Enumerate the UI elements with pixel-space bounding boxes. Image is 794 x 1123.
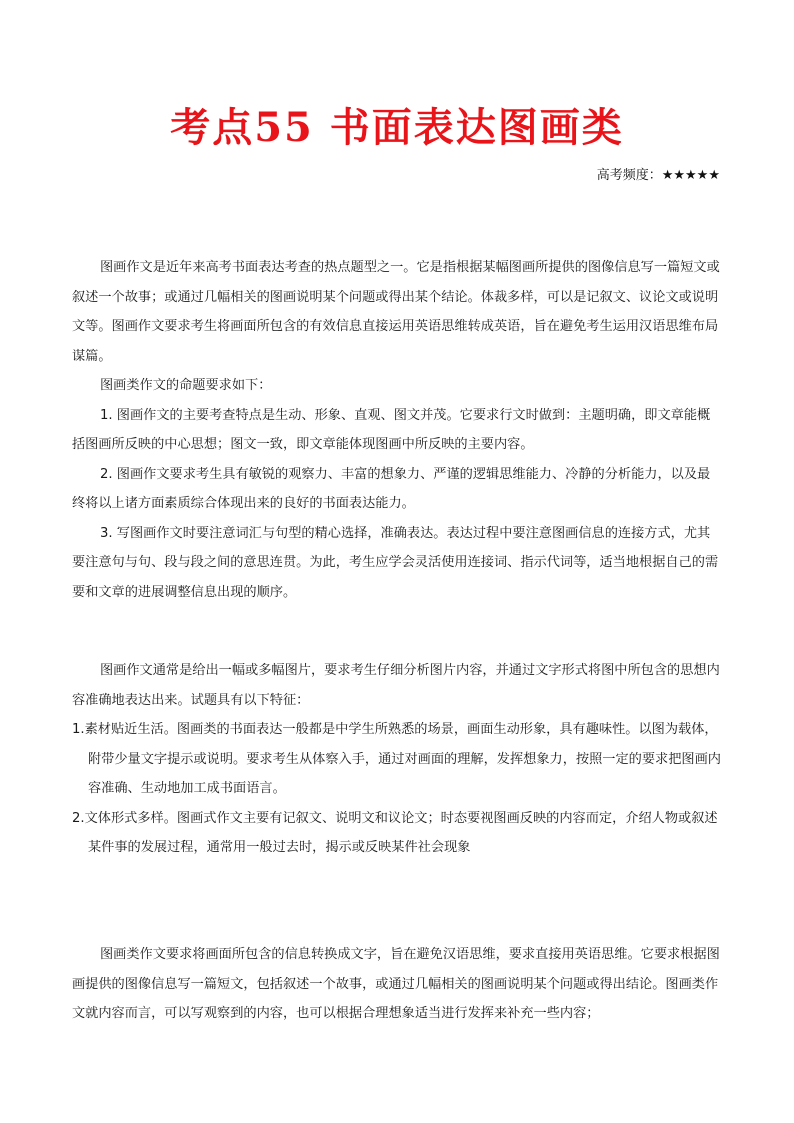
paragraph-requirements-heading: 图画类作文的命题要求如下： [100, 378, 272, 393]
page-title: 考点55 书面表达图画类 [170, 104, 624, 151]
list-item: 1.素材贴近生活。图画类的书面表达一般都是中学生所熟悉的场景，画面生动形象，具有趣味性。以图为载体，附带少量文字提示或说明。要求考生从体察入手，通过对画面的理解，发挥想象力，按照一定的要求把图画内容准确、生动地加工成书面语言。 [72, 722, 721, 796]
section-features [72, 656, 722, 863]
paragraph-requirements: 图画类作文要求将画面所包含的信息转换成文字，旨在避免汉语思维，要求直接用英语思维。它要求根据图画提供的图像信息写一篇短文，包括叙述一个故事，或通过几幅相关的图画说明某个问题或得出结论。图画类作文就内容而言，可以写观察到的内容，也可以根据合理想象适当进行发挥来补充一些内容； [72, 947, 720, 1021]
paragraph-intro: 图画作文是近年来高考书面表达考查的热点题型之一。它是指根据某幅图画所提供的图像信息写一篇短文或叙述一个故事；或通过几幅相关的图画说明某个问题或得出某个结论。体裁多样，可以是记叙文、议论文或说明文等。图画作文要求考生将画面所包含的有效信息直接运用英语思维转成英语，旨在避免考生运用汉语思维布局谋篇。 [72, 260, 720, 364]
list-item: 1. 图画作文的主要考查特点是生动、形象、直观、图文并茂。它要求行文时做到：主题明确，即文章能概括图画所反映的中心思想；图文一致，即文章能体现图画中所反映的主要内容。 [72, 407, 711, 452]
section-requirements [72, 940, 722, 1029]
list-item: 2.文体形式多样。图画式作文主要有记叙文、说明文和议论文；时态要视图画反映的内容而定，介绍人物或叙述某件事的发展过程，通常用一般过去时，揭示或反映某件社会现象 [72, 810, 718, 855]
frequency-label: 高考频度： [596, 168, 662, 183]
frequency-stars: ★★★★★ [661, 168, 720, 183]
list-item: 3. 写图画作文时要注意词汇与句型的精心选择，准确表达。表达过程中要注意图画信息的连接方式，尤其要注意句与句、段与段之间的意思连贯。为此，考生应学会灵活使用连接词、指示代词等，适当地根据自己的需要和文章的进展调整信息出现的顺序。 [72, 525, 719, 600]
paragraph-features-intro: 图画作文通常是给出一幅或多幅图片，要求考生仔细分析图片内容，并通过文字形式将图中所包含的思想内容准确地表达出来。试题具有以下特征： [72, 663, 720, 708]
section-overview [72, 253, 722, 607]
list-item: 2. 图画作文要求考生具有敏锐的观察力、丰富的想象力、严谨的逻辑思维能力、冷静的分析能力，以及最终将以上诸方面素质综合体现出来的良好的书面表达能力。 [72, 466, 711, 511]
exam-frequency [597, 164, 720, 183]
